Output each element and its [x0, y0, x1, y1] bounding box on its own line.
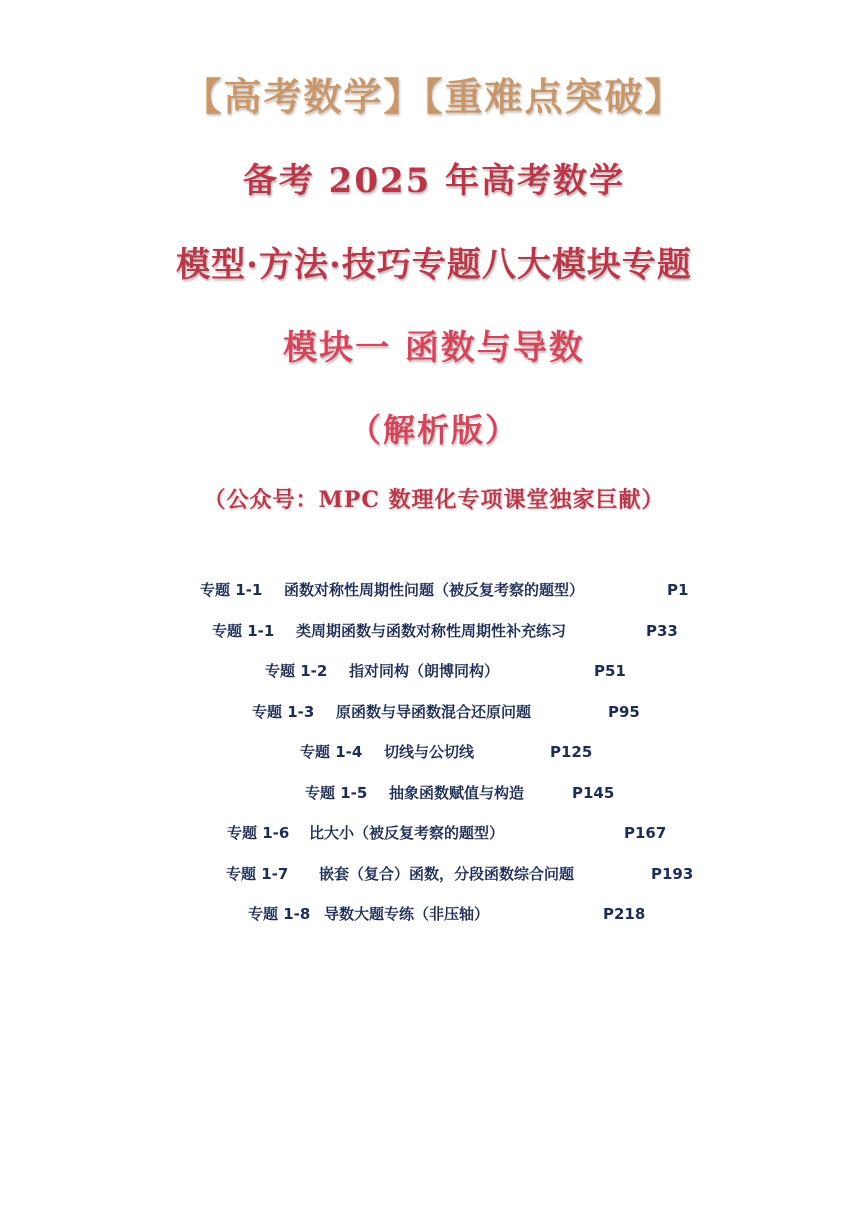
toc-page: P51	[594, 662, 626, 680]
source-note: （公众号：MPC 数理化专项课堂独家巨献）	[203, 487, 665, 513]
toc-page: P193	[651, 865, 694, 883]
toc-title: 指对同构（朗博同构）	[349, 662, 500, 680]
toc-number: 专题 1-4	[300, 743, 363, 761]
toc-title: 原函数与导函数混合还原问题	[336, 703, 532, 721]
toc-page: P218	[603, 905, 646, 923]
toc-page: P95	[608, 703, 640, 721]
toc-title: 切线与公切线	[384, 743, 475, 761]
year-title: 备考 2025 年高考数学	[242, 161, 626, 201]
toc-title: 抽象函数赋值与构造	[389, 784, 525, 802]
toc-number: 专题 1-5	[305, 784, 368, 802]
toc-number: 专题 1-7	[226, 865, 289, 883]
version-label: （解析版）	[348, 411, 519, 449]
modules-title: 模型·方法·技巧专题八大模块专题	[176, 245, 692, 285]
toc-number: 专题 1-3	[252, 703, 315, 721]
toc-title: 嵌套（复合）函数，分段函数综合问题	[319, 865, 575, 883]
module-title: 模块一 函数与导数	[283, 328, 585, 368]
toc-title: 比大小（被反复考察的题型）	[309, 824, 505, 842]
toc-page: P33	[646, 622, 678, 640]
toc-page: P1	[667, 581, 689, 599]
toc-page: P167	[624, 824, 667, 842]
toc-title: 导数大题专练（非压轴）	[324, 905, 490, 923]
toc-page: P125	[550, 743, 593, 761]
toc-number: 专题 1-1	[212, 622, 275, 640]
toc-title: 函数对称性周期性问题（被反复考察的题型）	[284, 581, 585, 599]
series-heading: 【高考数学】【重难点突破】	[183, 74, 685, 119]
toc-number: 专题 1-2	[265, 662, 328, 680]
toc-page: P145	[572, 784, 615, 802]
toc-number: 专题 1-6	[227, 824, 290, 842]
toc-number: 专题 1-8	[248, 905, 311, 923]
toc-number: 专题 1-1	[200, 581, 263, 599]
toc-title: 类周期函数与函数对称性周期性补充练习	[296, 622, 567, 640]
